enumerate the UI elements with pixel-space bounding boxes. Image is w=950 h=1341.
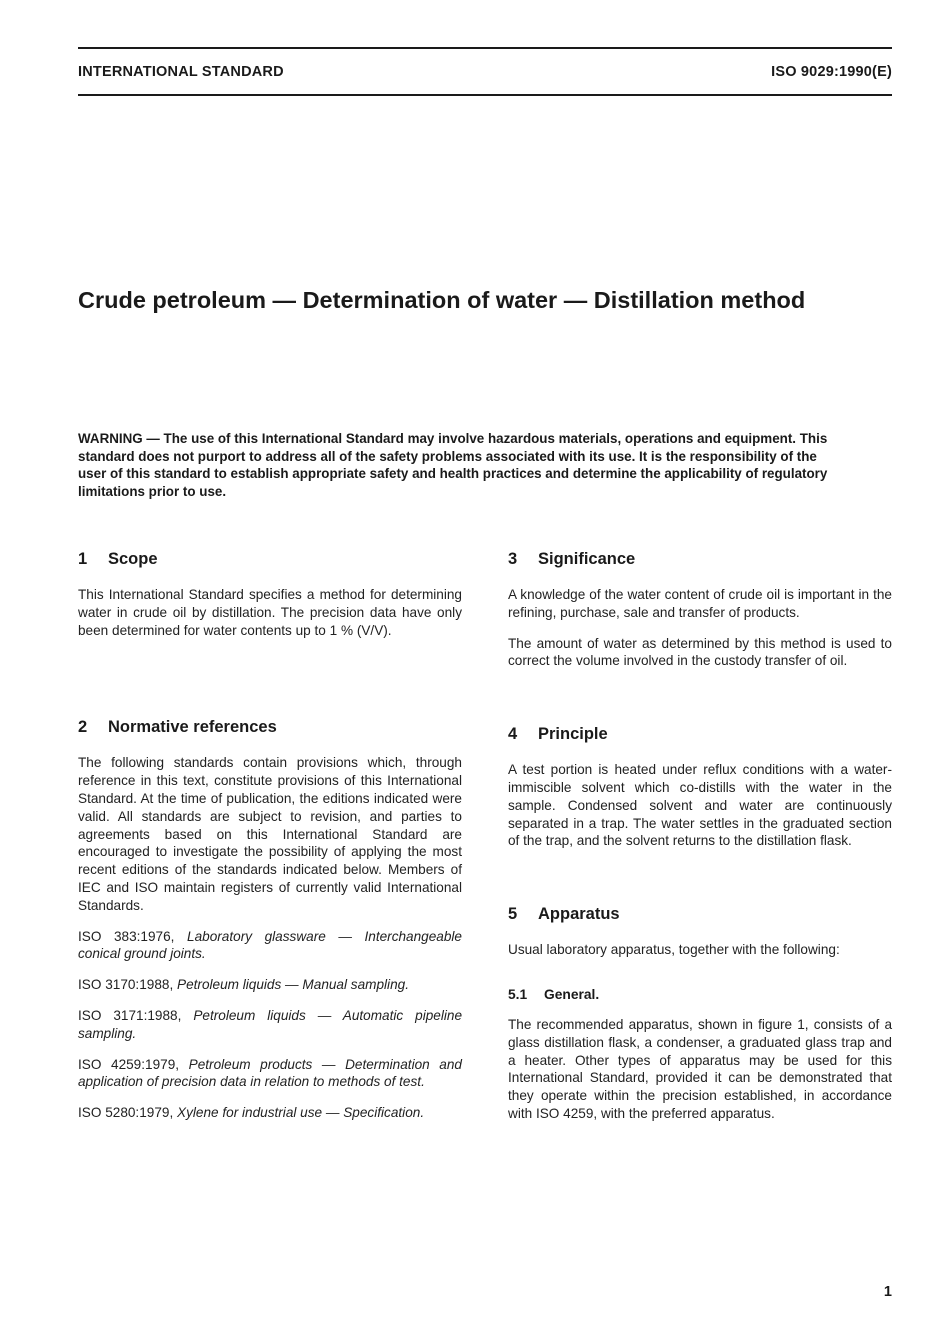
apparatus-intro-text: Usual laboratory apparatus, together with the following: bbox=[508, 942, 840, 958]
section-title: Scope bbox=[108, 550, 158, 568]
document-type: INTERNATIONAL STANDARD bbox=[78, 64, 284, 80]
section-heading-apparatus bbox=[508, 903, 892, 925]
page-number: 1 bbox=[883, 1284, 892, 1300]
section-number: 5 bbox=[508, 905, 518, 924]
reference-code: ISO 4259:1979, bbox=[78, 1056, 180, 1072]
significance-text: A knowledge of the water content of crude oil is important in the refining, purchase, sale and transfer of products. bbox=[508, 587, 892, 620]
section-number: 3 bbox=[508, 550, 518, 568]
subsection-heading-general bbox=[508, 986, 892, 1004]
section-number: 4 bbox=[508, 725, 518, 744]
reference-title: Petroleum liquids — Automatic pipeline sampling. bbox=[78, 1007, 463, 1041]
reference-title: Xylene for industrial use — Specification. bbox=[177, 1105, 425, 1121]
warning-notice: WARNING — The use of this International Standard may involve hazardous materials, operations and equipment. This standard does not purport to address all of the safety problems associated with its use. It is the responsibility of the user of this standard to establish appropriate safety and health practices and determine the applicability of regulatory limitations prior to use. bbox=[78, 431, 828, 499]
right-column bbox=[508, 548, 892, 1136]
section-heading-scope bbox=[78, 548, 462, 570]
reference-code: ISO 3171:1988, bbox=[78, 1007, 182, 1023]
section-heading-significance bbox=[508, 548, 892, 570]
significance-text: The amount of water as determined by this method is used to correct the volume involved in the custody transfer of oil. bbox=[508, 635, 892, 669]
reference-title: Petroleum liquids — Manual sampling. bbox=[177, 977, 409, 993]
section-title: Principle bbox=[538, 725, 608, 744]
reference-item bbox=[78, 1056, 462, 1092]
general-apparatus-text: The recommended apparatus, shown in figure 1, consists of a glass distillation flask, a condenser, a graduated glass trap and a heater. Other types of apparatus may be used for this International Standard, provided it can be demonstrated that they operate within the precision established, in accordance with ISO 4259, with the preferred apparatus. bbox=[508, 1016, 892, 1121]
section-title: Normative references bbox=[108, 718, 277, 737]
reference-item bbox=[78, 976, 462, 994]
reference-title: Petroleum products — Determination and application of precision data in relation to methods of test. bbox=[78, 1056, 462, 1090]
reference-code: ISO 383:1976, bbox=[78, 928, 175, 944]
section-title: Apparatus bbox=[538, 905, 620, 924]
section-heading-principle bbox=[508, 723, 892, 745]
section-heading-normative-references bbox=[78, 716, 462, 738]
reference-item bbox=[78, 1007, 462, 1043]
standard-number: ISO 9029:1990(E) bbox=[771, 64, 892, 80]
header-top-rule bbox=[78, 47, 892, 49]
document-title: Crude petroleum — Determination of water — Distillation method bbox=[78, 287, 806, 313]
principle-text: A test portion is heated under reflux conditions with a water-immiscible solvent which co-distills with the water in the sample. Condensed solvent and water are continuously separated in a trap. The water settles in the graduated section of the trap, and the solvent returns to the distillation flask. bbox=[508, 762, 892, 849]
reference-item bbox=[78, 928, 462, 964]
header-bottom-rule bbox=[78, 94, 892, 96]
left-column bbox=[78, 548, 462, 1135]
section-number: 2 bbox=[78, 718, 88, 737]
scope-text: This International Standard specifies a method for determining water in crude oil by distillation. The precision data have only been determined for water contents up to 1 % (V/V). bbox=[78, 587, 462, 638]
section-title: Significance bbox=[538, 550, 636, 568]
reference-item bbox=[78, 1104, 462, 1122]
reference-code: ISO 5280:1979, bbox=[78, 1105, 174, 1121]
reference-title: Laboratory glassware — Interchangeable conical ground joints. bbox=[78, 928, 462, 962]
normative-intro-text: The following standards contain provisions which, through reference in this text, constitute provisions of this International Standard. At the time of publication, the editions indicated were valid. All standards are subject to revision, and parties to agreements based on this International Standard are encouraged to investigate the possibility of applying the most recent editions of the standards indicated below. Members of IEC and ISO maintain registers of currently valid International Standards. bbox=[78, 755, 462, 913]
reference-code: ISO 3170:1988, bbox=[78, 977, 174, 993]
subsection-title: General. bbox=[544, 986, 600, 1002]
section-number: 1 bbox=[78, 550, 88, 568]
subsection-number: 5.1 bbox=[508, 986, 528, 1002]
